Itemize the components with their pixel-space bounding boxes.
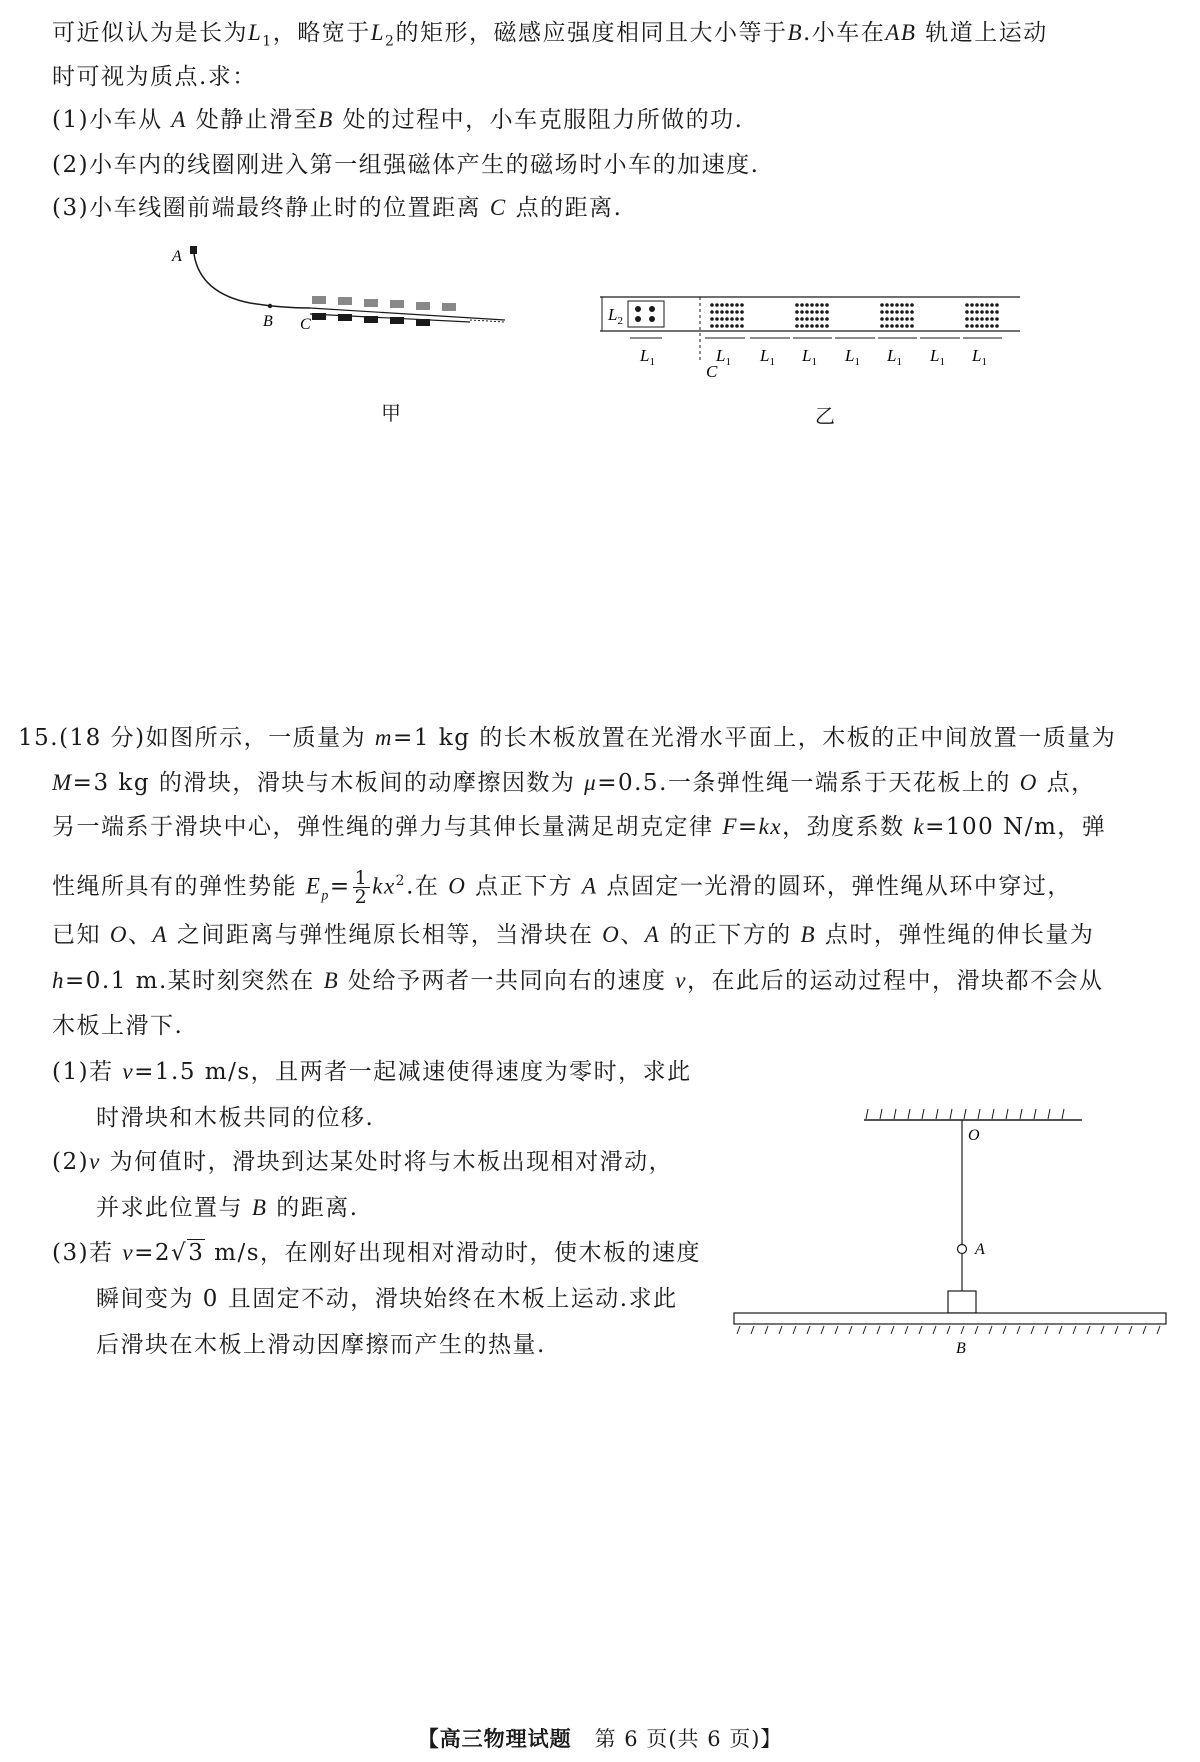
svg-text:L1: $L_1$ bbox=[802, 346, 817, 368]
q15-sub-3a: (3)若 v=2√3 m/s，在刚好出现相对滑动时，使木板的速度 bbox=[52, 1240, 702, 1266]
q15-sub-1b: 时滑块和木板共同的位移. bbox=[96, 1105, 375, 1131]
svg-text:L1: $L_1$ bbox=[640, 346, 655, 368]
fraction-half: $\frac{1}{2}$ bbox=[354, 867, 369, 909]
q15-sub-3c: 后滑块在木板上滑动因摩擦而产生的热量. bbox=[96, 1332, 546, 1358]
q15-sub-2b: 并求此位置与 B 的距离. bbox=[96, 1195, 359, 1221]
page-footer bbox=[0, 1723, 1200, 1753]
label-a-ring: A bbox=[975, 1241, 985, 1258]
q14-line-2: 时可视为质点.求： bbox=[52, 64, 257, 90]
caption-jia: 甲 bbox=[381, 401, 401, 425]
svg-text:L1: $L_1$ bbox=[845, 346, 860, 368]
q14-part-2: (2)小车内的线圈刚进入第一组强磁体产生的磁场时小车的加速度. bbox=[52, 152, 760, 178]
slider-block bbox=[948, 1291, 976, 1313]
q15-sub-1a: (1)若 v=1.5 m/s，且两者一起减速使得速度为零时，求此 bbox=[52, 1059, 692, 1085]
figure-q15 bbox=[730, 1108, 1170, 1368]
q15-line-4: 性绳所具有的弹性势能 $E_p=$ $\frac{1}{2}$ $kx^2$.在 O 点正下方 A 点固定一光滑的圆环，弹性绳从环中穿过， bbox=[52, 867, 1072, 909]
svg-text:L1: $L_1$ bbox=[760, 346, 775, 368]
coil bbox=[628, 301, 664, 327]
q14-part-1: (1)小车从 A 处静止滑至B 处的过程中，小车克服阻力所做的功. bbox=[52, 107, 744, 133]
ring-a bbox=[958, 1245, 967, 1254]
l1-labels bbox=[639, 346, 987, 368]
magnet-dots bbox=[710, 303, 999, 328]
magnets-top bbox=[312, 296, 456, 311]
point-b bbox=[268, 304, 272, 308]
q15-line-6: h=0.1 m.某时刻突然在 B 处给予两者一共同向右的速度 v，在此后的运动过程中，滑块都不会从 bbox=[52, 968, 1104, 994]
q15-line-2: M=3 kg 的滑块，滑块与木板间的动摩擦因数为 μ=0.5.一条弹性绳一端系于天花板上的 O 点， bbox=[52, 770, 1096, 796]
q14-part-3: (3)小车线圈前端最终静止时的位置距离 C 点的距离. bbox=[52, 195, 623, 221]
label-a: A bbox=[172, 248, 182, 265]
cart-icon bbox=[190, 246, 197, 254]
svg-text:L1: $L_1$ bbox=[716, 346, 731, 368]
figure-jia bbox=[160, 238, 520, 348]
footer-title: 【高三物理试题 bbox=[417, 1726, 572, 1751]
svg-text:L1: $L_1$ bbox=[887, 346, 902, 368]
footer-page: 第 6 页(共 6 页)】 bbox=[594, 1727, 783, 1751]
q14-line-1: 可近似认为是长为$L_1$，略宽于$L_2$的矩形，磁感应强度相同且大小等于B.小车在AB 轨道上运动 bbox=[52, 20, 1048, 50]
cart-wheels bbox=[635, 306, 655, 322]
wooden-board bbox=[734, 1313, 1166, 1324]
label-o: O bbox=[968, 1127, 980, 1144]
q15-sub-2a: (2)v 为何值时，滑块到达某处时将与木板出现相对滑动， bbox=[52, 1149, 674, 1175]
q15-line-7: 木板上滑下. bbox=[52, 1013, 184, 1039]
curved-track bbox=[194, 254, 310, 308]
q15-line-5: 已知 O、A 之间距离与弹性绳原长相等，当滑块在 O、A 的正下方的 B 点时，弹性绳的伸长量为 bbox=[52, 922, 1095, 948]
q15-sub-3b: 瞬间变为 0 且固定不动，滑块始终在木板上运动.求此 bbox=[96, 1286, 678, 1312]
floor-hatching bbox=[737, 1326, 1160, 1334]
ceiling-hatching bbox=[866, 1109, 1064, 1119]
label-c: C bbox=[300, 316, 311, 333]
svg-text:L1: $L_1$ bbox=[930, 346, 945, 368]
caption-yi: 乙 bbox=[815, 404, 835, 428]
track-end bbox=[470, 320, 505, 322]
label-b-point: B bbox=[956, 1340, 966, 1357]
label-b: B bbox=[263, 313, 273, 330]
q15-line-3: 另一端系于滑块中心，弹性绳的弹力与其伸长量满足胡克定律 F=kx，劲度系数 k=100 N/m，弹 bbox=[52, 814, 1107, 840]
svg-text:L1: $L_1$ bbox=[972, 346, 987, 368]
figure-yi bbox=[600, 293, 1020, 385]
label-c-yi: C bbox=[706, 362, 718, 381]
label-l2: $L_2$ bbox=[608, 305, 623, 327]
q15-line-1: 15.(18 分)如图所示，一质量为 m=1 kg 的长木板放置在光滑水平面上，木板的正中间放置一质量为 bbox=[18, 725, 1117, 751]
